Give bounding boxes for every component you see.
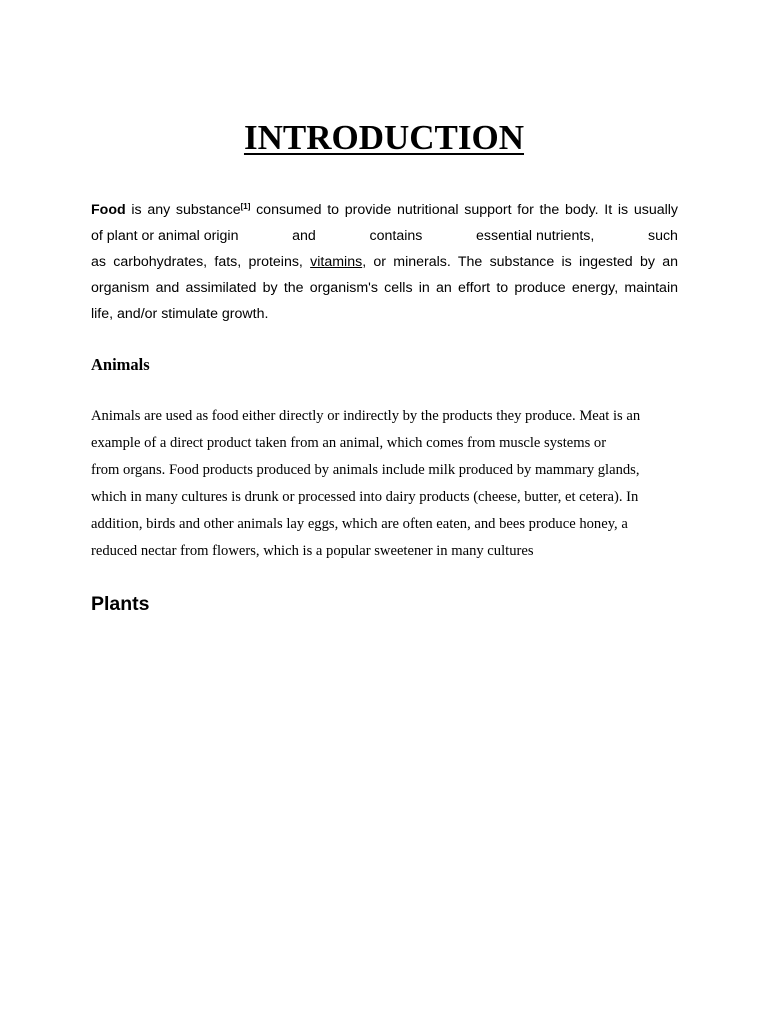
intro-line-2-word: and xyxy=(292,228,316,244)
intro-text-2: consumed to provide nutritional support for the body. It is usually xyxy=(250,202,679,218)
animals-line: addition, birds and other animals lay eggs, which are often eaten, and bees produce honey, a xyxy=(91,516,628,532)
intro-line-3-pre: as carbohydrates, fats, proteins, xyxy=(91,254,311,270)
intro-line-2-word: contains xyxy=(369,228,423,244)
vitamins-link[interactable]: vitamins xyxy=(310,254,363,270)
intro-line-2 xyxy=(91,223,678,249)
page-title-text: INTRODUCTION xyxy=(243,118,525,157)
animals-line: example of a direct product taken from an animal, which comes from muscle systems or xyxy=(91,435,607,451)
animals-line: Animals are used as food either directly or indirectly by the products they produce. Meat is an xyxy=(91,408,641,424)
intro-line-4: organism and assimilated by the organism's cells in an effort to produce energy, maintain xyxy=(91,280,678,296)
intro-line-2-word: essential nutrients, xyxy=(476,228,595,244)
intro-paragraph xyxy=(91,197,678,327)
footnote-ref[interactable]: [1] xyxy=(240,202,251,211)
animals-heading: Animals xyxy=(91,355,150,374)
animals-line: reduced nectar from flowers, which is a popular sweetener in many cultures xyxy=(91,543,534,559)
intro-line-5: life, and/or stimulate growth. xyxy=(91,306,269,322)
intro-line-3 xyxy=(91,249,678,275)
animals-paragraph xyxy=(91,403,691,565)
intro-line-2-word: such xyxy=(647,228,678,244)
intro-text-1: is any substance xyxy=(125,202,241,218)
intro-lead-word: Food xyxy=(91,202,126,218)
intro-line-1 xyxy=(91,197,678,223)
page-title xyxy=(0,116,768,160)
animals-line: which in many cultures is drunk or processed into dairy products (cheese, butter, et cetera). In xyxy=(91,489,639,505)
intro-line-2-word: of plant or animal origin xyxy=(91,228,239,244)
animals-line: from organs. Food products produced by animals include milk produced by mammary glands, xyxy=(91,462,640,478)
intro-line-3-post: , or minerals. The substance is ingested by an xyxy=(362,254,678,270)
plants-heading: Plants xyxy=(91,593,150,615)
